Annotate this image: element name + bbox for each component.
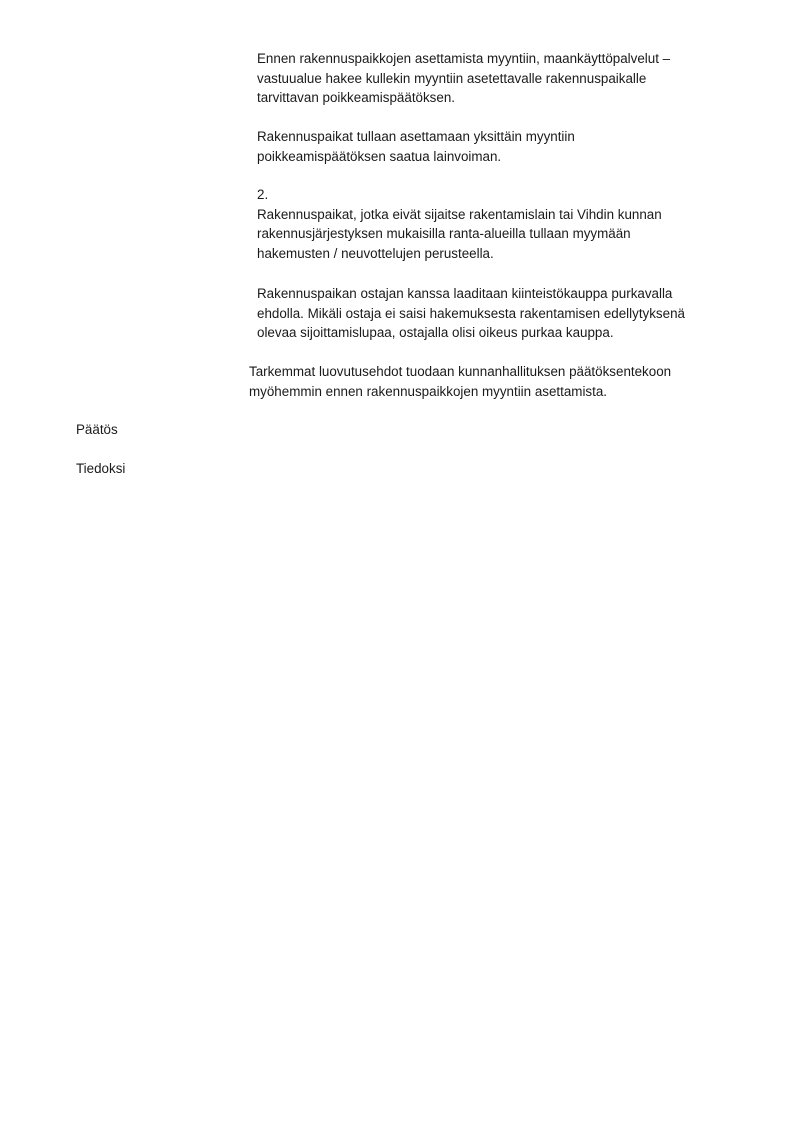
text-line: poikkeamispäätöksen saatua lainvoiman. xyxy=(257,148,502,164)
text-line: Rakennuspaikan ostajan kanssa laaditaan kiinteistökauppa purkavalla xyxy=(257,286,673,301)
text-line: Tarkemmat luovutusehdot tuodaan kunnanhallituksen päätöksentekoon xyxy=(249,364,672,379)
paragraph-further-terms xyxy=(249,362,671,401)
text-line: olevaa sijoittamislupaa, ostajalla olisi oikeus purkaa kauppa. xyxy=(257,325,614,340)
text-line: myöhemmin ennen rakennuspaikkojen myyntiin asettamista. xyxy=(249,383,608,399)
paragraph-preliminary-decision xyxy=(257,49,670,108)
decision-label: Päätös xyxy=(76,422,118,437)
text-line: Rakennuspaikat tullaan asettamaan yksittäin myyntiin xyxy=(257,129,575,144)
text-line: Rakennuspaikat, jotka eivät sijaitse rakentamislain tai Vihdin kunnan xyxy=(257,206,662,222)
paragraph-conditional-sale xyxy=(257,284,685,343)
text-line: rakennusjärjestyksen mukaisilla ranta-alueilla tullaan myymään xyxy=(257,226,631,241)
paragraph-section-2 xyxy=(257,185,662,263)
for-information-label: Tiedoksi xyxy=(76,461,126,476)
text-line: ehdolla. Mikäli ostaja ei saisi hakemuksesta rakentamisen edellytyksenä xyxy=(257,305,685,321)
text-line: tarvittavan poikkeamispäätöksen. xyxy=(257,90,455,105)
text-line: hakemusten / neuvottelujen perusteella. xyxy=(257,245,494,261)
section-number: 2. xyxy=(257,187,269,202)
text-line: vastuualue hakee kullekin myyntiin asetettavalle rakennuspaikalle xyxy=(257,70,647,86)
text-line: Ennen rakennuspaikkojen asettamista myyntiin, maankäyttöpalvelut – xyxy=(257,51,671,66)
paragraph-individual-sale xyxy=(257,127,575,166)
